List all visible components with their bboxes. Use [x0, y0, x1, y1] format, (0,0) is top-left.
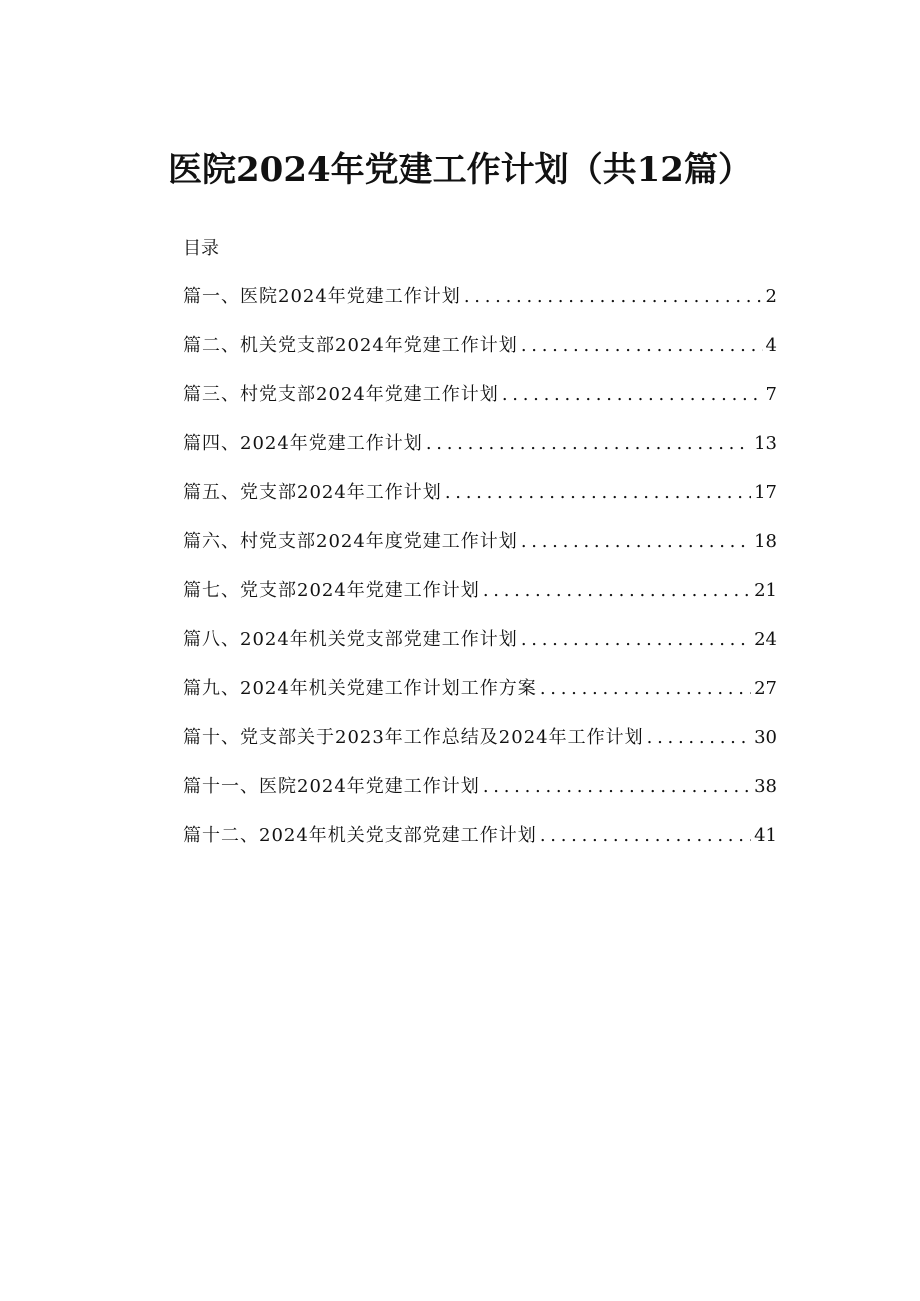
toc-entry-page: 18 [754, 531, 777, 552]
toc-entry-page: 21 [754, 580, 777, 601]
table-of-contents [183, 282, 777, 870]
toc-entry-page: 2 [765, 286, 777, 307]
toc-entry-page: 41 [754, 825, 777, 846]
toc-leader-dots [521, 335, 763, 356]
toc-entry-5[interactable] [183, 478, 777, 527]
toc-entry-label: 篇十、党支部关于2023年工作总结及2024年工作计划 [183, 727, 644, 748]
toc-entry-10[interactable] [183, 723, 777, 772]
toc-leader-dots [464, 286, 763, 307]
toc-entry-11[interactable] [183, 772, 777, 821]
toc-entry-4[interactable] [183, 429, 777, 478]
toc-entry-label: 篇八、2024年机关党支部党建工作计划 [183, 629, 518, 650]
toc-entry-label: 篇七、党支部2024年党建工作计划 [183, 580, 480, 601]
document-title: 医院2024年党建工作计划（共12篇） [168, 150, 752, 190]
toc-entry-label: 篇一、医院2024年党建工作计划 [183, 286, 461, 307]
toc-entry-9[interactable] [183, 674, 777, 723]
toc-entry-8[interactable] [183, 625, 777, 674]
toc-entry-label: 篇六、村党支部2024年度党建工作计划 [183, 531, 518, 552]
toc-entry-page: 17 [754, 482, 777, 503]
toc-entry-label: 篇十一、医院2024年党建工作计划 [183, 776, 480, 797]
toc-leader-dots [521, 629, 751, 650]
toc-entry-page: 30 [754, 727, 777, 748]
toc-leader-dots [502, 384, 763, 405]
toc-entry-page: 24 [754, 629, 777, 650]
toc-entry-6[interactable] [183, 527, 777, 576]
toc-leader-dots [445, 482, 751, 503]
toc-entry-1[interactable] [183, 282, 777, 331]
toc-heading: 目录 [183, 238, 219, 259]
toc-leader-dots [540, 678, 751, 699]
toc-entry-page: 7 [765, 384, 777, 405]
toc-entry-page: 13 [754, 433, 777, 454]
toc-entry-page: 4 [765, 335, 777, 356]
toc-entry-label: 篇九、2024年机关党建工作计划工作方案 [183, 678, 537, 699]
toc-entry-label: 篇十二、2024年机关党支部党建工作计划 [183, 825, 537, 846]
toc-leader-dots [540, 825, 751, 846]
toc-entry-page: 27 [754, 678, 777, 699]
toc-entry-3[interactable] [183, 380, 777, 429]
toc-entry-label: 篇三、村党支部2024年党建工作计划 [183, 384, 499, 405]
toc-entry-12[interactable] [183, 821, 777, 870]
toc-leader-dots [483, 776, 751, 797]
toc-leader-dots [647, 727, 751, 748]
toc-entry-label: 篇四、2024年党建工作计划 [183, 433, 423, 454]
toc-leader-dots [521, 531, 751, 552]
toc-entry-label: 篇五、党支部2024年工作计划 [183, 482, 442, 503]
toc-entry-label: 篇二、机关党支部2024年党建工作计划 [183, 335, 518, 356]
toc-entry-page: 38 [754, 776, 777, 797]
toc-entry-2[interactable] [183, 331, 777, 380]
toc-leader-dots [426, 433, 751, 454]
toc-entry-7[interactable] [183, 576, 777, 625]
toc-leader-dots [483, 580, 751, 601]
